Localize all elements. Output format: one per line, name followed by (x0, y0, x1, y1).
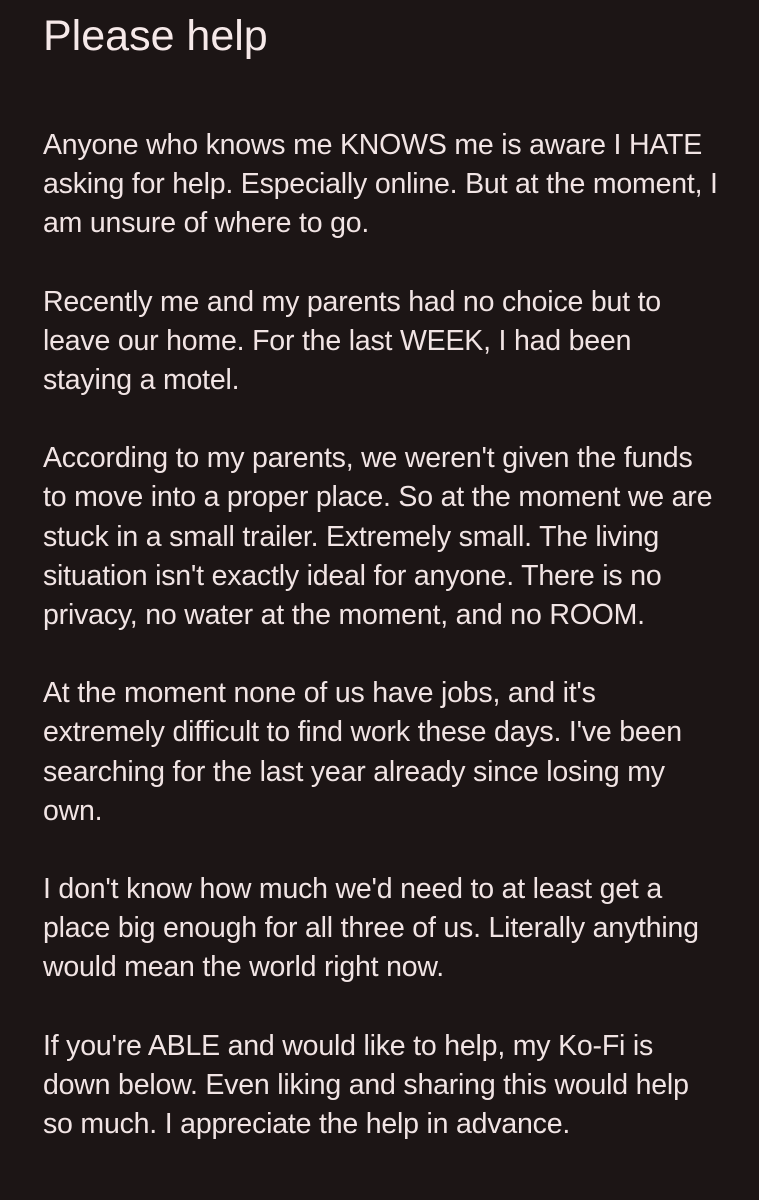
paragraph-3: According to my parents, we weren't given the funds to move into a proper place. So at the moment we are stuck in a small trailer. Extremely small. The living situation isn't exactly ideal for anyone. There is no privacy, no water at the moment, and no ROOM. (43, 442, 713, 632)
paragraph-1: Anyone who knows me KNOWS me is aware I HATE asking for help. Especially online. But at the moment, I am unsure of where to go. (43, 129, 718, 240)
paragraph-6: If you're ABLE and would like to help, my Ko-Fi is down below. Even liking and sharing this would help so much. I appreciate the help in advance. (43, 1029, 689, 1141)
paragraph-4: At the moment none of us have jobs, and it's extremely difficult to find work these days. I've been searching for the last year already since losing my own. (43, 677, 682, 827)
note-title: Please help (43, 12, 268, 60)
paragraph-2: Recently me and my parents had no choice but to leave our home. For the last WEEK, I had been staying a motel. (43, 285, 661, 397)
note-body[interactable] (43, 126, 723, 1144)
paragraph-5: I don't know how much we'd need to at least get a place big enough for all three of us. Literally anything would mean the world right now. (43, 873, 699, 984)
